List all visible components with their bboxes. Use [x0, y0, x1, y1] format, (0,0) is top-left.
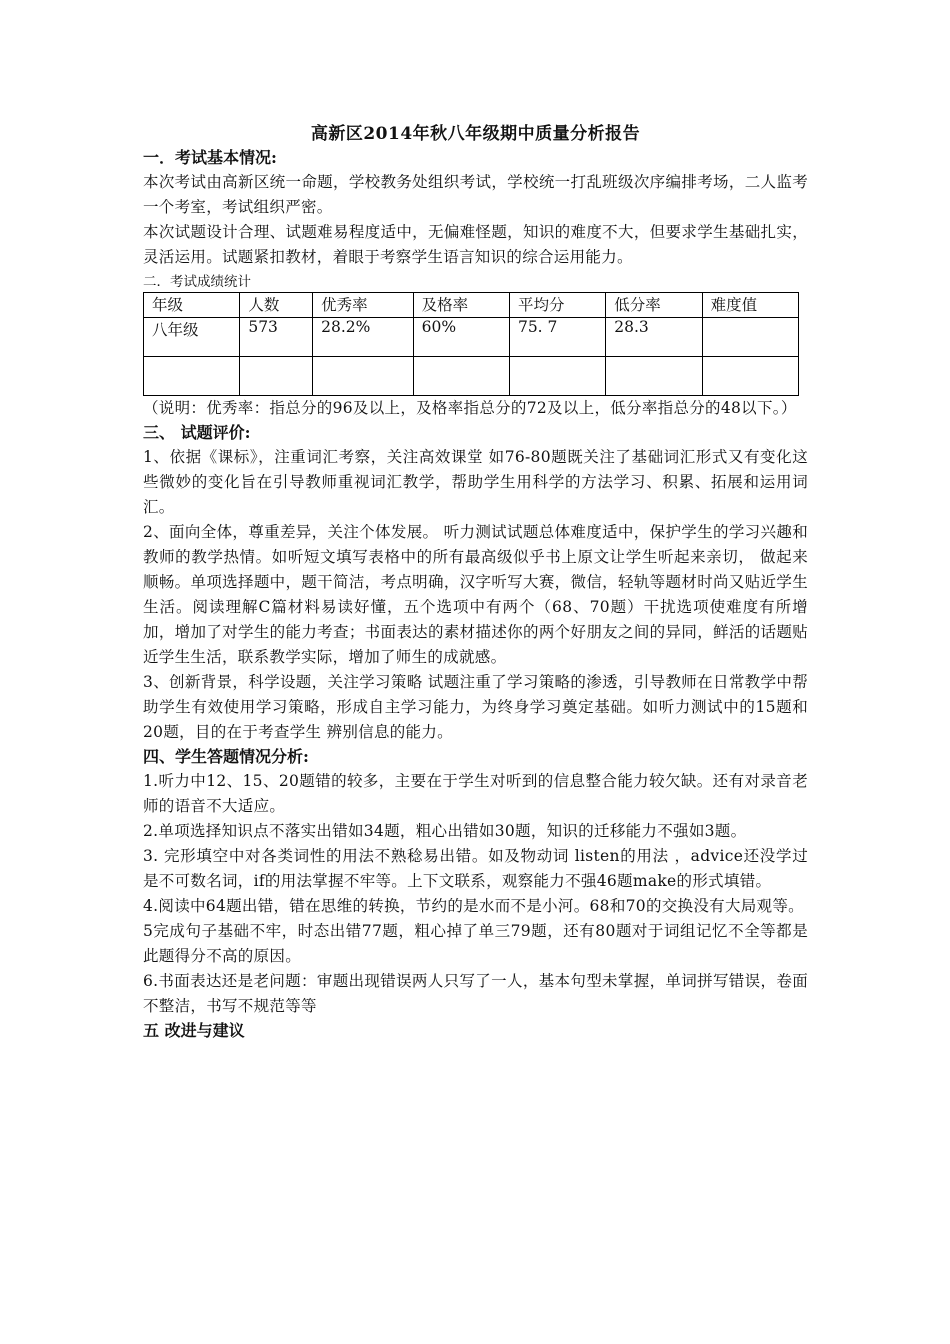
section4-item-1: 1.听力中12、15、20题错的较多，主要在于学生对听到的信息整合能力较欠缺。还有对录音老师的语音不大适应。: [143, 772, 808, 815]
table-header-cell: 平均分: [509, 293, 605, 318]
section1-paragraph-1: 本次考试由高新区统一命题，学校教务处组织考试，学校统一打乱班级次序编排考场，二人监考一个考室，考试组织严密。: [143, 173, 808, 216]
table-header-row: [144, 293, 799, 318]
table-cell: [144, 357, 240, 396]
section4-item-5: 5完成句子基础不牢，时态出错77题，粗心掉了单三79题，还有80题对于词组记忆不全等都是此题得分不高的原因。: [143, 922, 808, 965]
table-cell: [413, 357, 509, 396]
table-header-cell: 优秀率: [313, 293, 413, 318]
table-row: [144, 357, 799, 396]
section3-paragraph-2: 2、面向全体，尊重差异，关注个体发展。 听力测试试题总体难度适中，保护学生的学习兴趣和教师的教学热情。如听短文填写表格中的所有最高级似乎书上原文让学生听起来亲切， 做起来顺畅。单项选择题中，题干简洁，考点明确，汉字听写大赛，微信，轻轨等题材时尚又贴近学生生活。阅读理解C篇材料易读好懂，五个选项中有两个（68、70题）干扰选项使难度有所增加，增加了对学生的能力考查；书面表达的素材描述你的两个好朋友之间的异同，鲜活的话题贴近学生生活，联系教学实际，增加了师生的成就感。: [143, 523, 808, 666]
table-cell: 28.3: [606, 318, 702, 357]
section3-paragraph-1: 1、依据《课标》，注重词汇考察，关注高效课堂 如76-80题既关注了基础词汇形式又有变化这些微妙的变化旨在引导教师重视词汇教学，帮助学生用科学的方法学习、积累、拓展和运用词汇。: [143, 448, 808, 516]
table-cell: 573: [240, 318, 313, 357]
section4-item-3: 3. 完形填空中对各类词性的用法不熟稔易出错。如及物动词 listen的用法 ，advice还没学过是不可数名词，if的用法掌握不牢等。上下文联系，观察能力不强46题make的形式填错。: [143, 847, 808, 890]
section4-item-6: 6.书面表达还是老问题：审题出现错误两人只写了一人，基本句型未掌握，单词拼写错误，卷面不整洁，书写不规范等等: [143, 972, 808, 1015]
table-header-cell: 人数: [240, 293, 313, 318]
score-statistics-table: [143, 292, 799, 396]
section5-heading: 五 改进与建议: [143, 1021, 245, 1040]
table-cell: 75. 7: [509, 318, 605, 357]
table-header-cell: 难度值: [702, 293, 798, 318]
section2-heading: 二．考试成绩统计: [143, 274, 251, 290]
table-cell: [240, 357, 313, 396]
section3-paragraph-3: 3、创新背景，科学设题，关注学习策略 试题注重了学习策略的渗透，引导教师在日常教学中帮助学生有效使用学习策略，形成自主学习能力，为终身学习奠定基础。如听力测试中的15题和20题，目的在于考查学生 辨别信息的能力。: [143, 673, 808, 741]
section4-item-4: 4.阅读中64题出错，错在思维的转换，节约的是水而不是小河。68和70的交换没有大局观等。: [143, 897, 804, 915]
table-cell: [313, 357, 413, 396]
table-cell: 八年级: [144, 318, 240, 357]
section4-heading: 四、学生答题情况分析:: [143, 747, 309, 766]
table-header-cell: 及格率: [413, 293, 509, 318]
table-cell: [702, 357, 798, 396]
table-row: [144, 318, 799, 357]
section1-paragraph-2: 本次试题设计合理、试题难易程度适中，无偏难怪题，知识的难度不大，但要求学生基础扎实，灵活运用。试题紧扣教材，着眼于考察学生语言知识的综合运用能力。: [143, 223, 808, 266]
table-cell: 28.2%: [313, 318, 413, 357]
section4-item-2: 2.单项选择知识点不落实出错如34题，粗心出错如30题，知识的迁移能力不强如3题。: [143, 822, 747, 840]
table-note: （说明：优秀率：指总分的96及以上，及格率指总分的72及以上，低分率指总分的48以下。）: [143, 399, 797, 417]
section1-heading: 一．考试基本情况:: [143, 148, 277, 167]
section3-heading: 三、 试题评价:: [143, 423, 251, 442]
table-cell: 60%: [413, 318, 509, 357]
table-cell: [509, 357, 605, 396]
table-header-cell: 低分率: [606, 293, 702, 318]
table-cell: [606, 357, 702, 396]
document-page: [143, 118, 808, 1043]
table-cell: [702, 318, 798, 357]
table-header-cell: 年级: [144, 293, 240, 318]
document-title: 高新区2014年秋八年级期中质量分析报告: [310, 124, 641, 144]
